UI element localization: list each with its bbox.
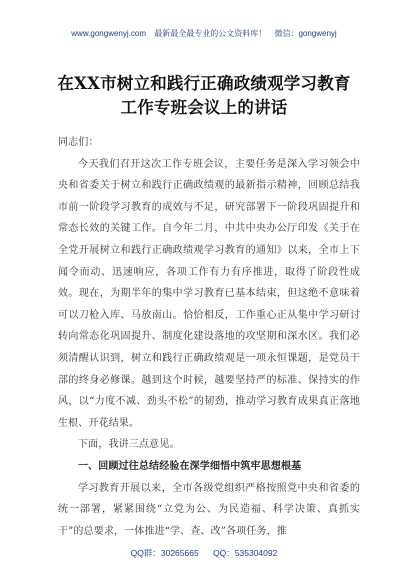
salutation: 同志们： bbox=[58, 137, 99, 148]
document-title-line-1: 在XX市树立和践行正确政绩观学习教育 bbox=[57, 74, 351, 93]
footer-qq: QQ：535304092 bbox=[213, 548, 278, 558]
header-slogan: 最新最全最专业的公文资料库！ bbox=[154, 29, 267, 38]
section-heading-1: 一、回顾过往总结经验在深学细悟中筑牢思想根基 bbox=[78, 460, 302, 472]
document-title bbox=[20, 72, 388, 120]
footer-bar bbox=[0, 547, 408, 559]
header-bar bbox=[30, 28, 378, 40]
footer-qq-group: QQ群：30265665 bbox=[130, 548, 199, 558]
header-site-link[interactable]: www.gongwenyj.com bbox=[71, 29, 146, 38]
paragraph-transition: 下面，我讲三点意见。 bbox=[78, 439, 180, 451]
document-title-line-2: 工作专班会议上的讲话 bbox=[120, 98, 288, 117]
document-body bbox=[58, 132, 360, 542]
paragraph-intro: 今天我们召开这次工作专班会议，主要任务是深入学习领会中央和省委关于树立和践行正确政绩观的最新指示精神，回顾总结我市前一阶段学习教育的成效与不足，研究部署下一阶段巩固提升和常态长效的关键工作。自今年二月，中共中央办公厅印发《关于在全党开展树立和践行正确政绩观学习教育的通知》以来，全市上下闻令而动、迅速响应，各项工作有力有序推进，取得了阶段性成效。现在，为期半年的集中学习教育已基本结束，但这绝不意味着可以刀枪入库、马放南山。恰恰相反，工作重心正从集中学习研讨转向常态化巩固提升、制度化建设落地的攻坚期和深水区。我们必须清醒认识到，树立和践行正确政绩观是一项永恒课题，是党员干部的终身必修课。越到这个时候，越要坚持严的标准、保持实的作风，以“力度不减、劲头不松”的韧劲，推动学习教育成果真正落地生根、开花结果。 bbox=[58, 158, 360, 429]
paragraph-section-1: 学习教育开展以来，全市各级党组织严格按照党中央和省委的统一部署，紧紧围绕“立党为公、为民造福、科学决策、真抓实干”的总要求，一体推进“学、查、改”各项任务，推 bbox=[58, 482, 360, 537]
header-wechat: 微信：gongwenyj bbox=[274, 29, 337, 38]
